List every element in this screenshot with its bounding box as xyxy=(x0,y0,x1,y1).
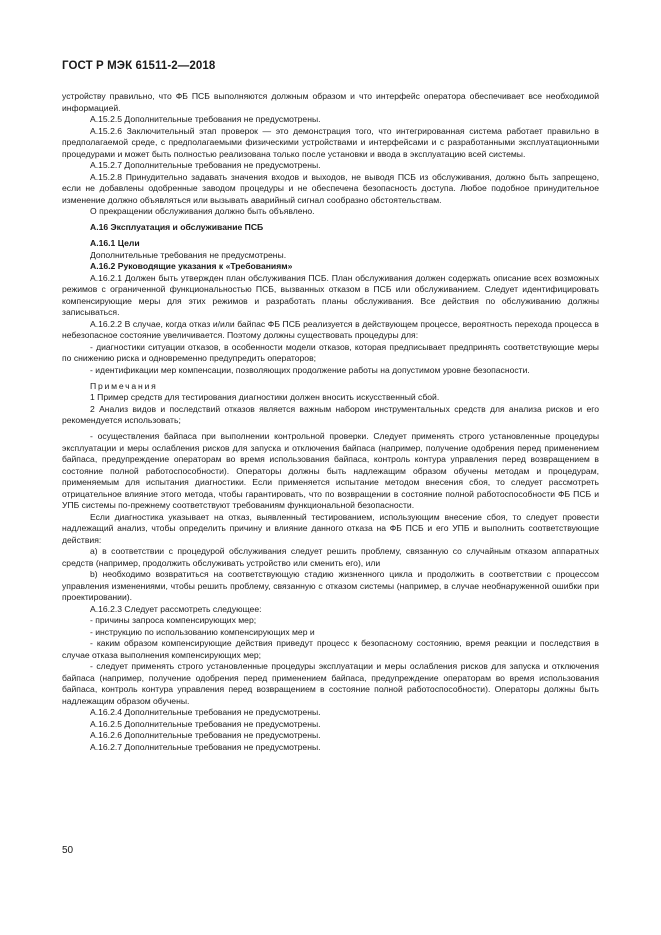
list-item: - причины запроса компенсирующих мер; xyxy=(90,615,257,625)
list-item: а) в соответствии с процедурой обслуживания следует решить проблему, связанную со случайным отказом аппаратных средств (например, продолжить обслуживать устройство или сменить его), или xyxy=(62,546,599,568)
paragraph: А.16.2.2 В случае, когда отказ и/или байпас ФБ ПСБ реализуется в действующем процессе, вероятность перехода процесса в небезопасное состояние увеличивается. Поэтому должны существовать процедуры для: xyxy=(62,318,599,340)
subsection-heading: А.16.2 Руководящие указания к «Требованиям» xyxy=(90,261,293,271)
paragraph: Если диагностика указывает на отказ, выявленный тестированием, использующим внесение сбоя, то следует провести надлежащий анализ, чтобы определить причину и влияние данного отказа на ФБ ПСБ и его УПБ и выполнить соответствующие действия: xyxy=(62,511,599,545)
paragraph: А.15.2.8 Принудительно задавать значения входов и выходов, не выводя ПСБ из обслуживания, должно быть запрещено, если не добавлены одобренные заводом процедуры и не обеспечена безопасность доступа. Любое подобное принудительное изменение должно объявляться или вызывать аварийный сигнал сообразно обстоятельствам. xyxy=(62,171,599,205)
paragraph: А.15.2.7 Дополнительные требования не предусмотрены. xyxy=(90,160,321,170)
paragraph: А.16.2.5 Дополнительные требования не предусмотрены. xyxy=(90,718,321,729)
list-item: - диагностики ситуации отказов, в особенности модели отказов, которая предписывает предпринять соответствующие меры по снижению риска и одновременно предупредить операторов; xyxy=(62,341,599,363)
paragraph: О прекращении обслуживания должно быть объявлено. xyxy=(90,206,315,216)
list-item: - каким образом компенсирующие действия приведут процесс к безопасному состоянию, время реакции и последствия в случае отказа выполнения компенсирующих мер; xyxy=(62,638,599,660)
paragraph: А.16.2.3 Следует рассмотреть следующее: xyxy=(90,603,262,614)
page-header: ГОСТ Р МЭК 61511-2—2018 xyxy=(62,60,216,72)
document-body xyxy=(62,91,599,753)
page-number: 50 xyxy=(62,845,74,856)
notes-heading: Примечания xyxy=(90,380,158,391)
list-item: - следует применять строго установленные процедуры эксплуатации и меры ослабления рисков для запуска и отключения байпаса (например, получение одобрения перед применением байпаса, предупреждение операторам во время использования байпаса, контроль контура управления перед возвращением в состояние полной работоспособности). Операторы должны быть надлежащим образом обучены. xyxy=(62,661,599,706)
paragraph: А.15.2.5 Дополнительные требования не предусмотрены. xyxy=(90,114,321,124)
section-heading: А.16 Эксплуатация и обслуживание ПСБ xyxy=(90,222,264,232)
list-item: - инструкцию по использованию компенсирующих мер и xyxy=(90,626,315,637)
paragraph: А.16.2.7 Дополнительные требования не предусмотрены. xyxy=(90,741,321,752)
paragraph: А.16.2.1 Должен быть утвержден план обслуживания ПСБ. План обслуживания должен содержать описание всех возможных режимов с ограниченной функциональностью ПСБ, вызванных отказом в ПСБ или обслуживанием. Следует идентифицировать компенсирующие меры для этих режимов и разработать планы обслуживания. Все действия по обслуживанию должны записываться. xyxy=(62,272,599,317)
subsection-heading: А.16.1 Цели xyxy=(90,238,140,248)
paragraph: Дополнительные требования не предусмотрены. xyxy=(90,249,287,260)
note: 2 Анализ видов и последствий отказов является важным набором инструментальных средств для анализа рисков и его рекомендуется использовать; xyxy=(62,403,599,425)
paragraph: А.16.2.4 Дополнительные требования не предусмотрены. xyxy=(90,707,321,717)
paragraph: А.15.2.6 Заключительный этап проверок — это демонстрация того, что интегрированная система работает правильно в предполагаемой среде, с предполагаемыми физическими устройствами и интерфейсами и с разработанными эксплуатационными процедурами и может быть полностью реализована только после установки и ввода в эксплуатацию всей системы. xyxy=(62,125,599,159)
list-item: b) необходимо возвратиться на соответствующую стадию жизненного цикла и продолжить в соответствии с процессом управления изменениями, чтобы решить проблему, связанную с отказом системы (например, в случае необнаруженной ошибки при проектировании). xyxy=(62,569,599,602)
note: 1 Пример средств для тестирования диагностики должен вносить искусственный сбой. xyxy=(90,392,440,402)
paragraph: А.16.2.6 Дополнительные требования не предусмотрены. xyxy=(90,730,321,740)
list-item: - идентификации мер компенсации, позволяющих продолжение работы на допустимом уровне безопасности. xyxy=(90,364,530,375)
list-item: - осуществления байпаса при выполнении контрольной проверки. Следует применять строго установленные процедуры эксплуатации и меры ослабления рисков для запуска и отключения байпаса (например, получение одобрения перед применением байпаса, предупреждение операторам во время использования байпаса, контроль контура управления перед возвращением в состояние полной работоспособности). Операторы должны быть надлежащим образом обучены методам и процедурам, применяемым для испытания диагностики. Если применяется испытание методом внесения сбоя, то следует рассмотреть отрицательное влияние этого метода, чтобы гарантировать, что по возвращении в состояние полной работоспособности ФБ ПСБ и УПБ системы по-прежнему соответствуют требованиям функциональной безопасности. xyxy=(62,431,599,510)
paragraph: устройству правильно, что ФБ ПСБ выполняются должным образом и что интерфейс оператора обеспечивает все необходимой информацией. xyxy=(62,91,599,113)
